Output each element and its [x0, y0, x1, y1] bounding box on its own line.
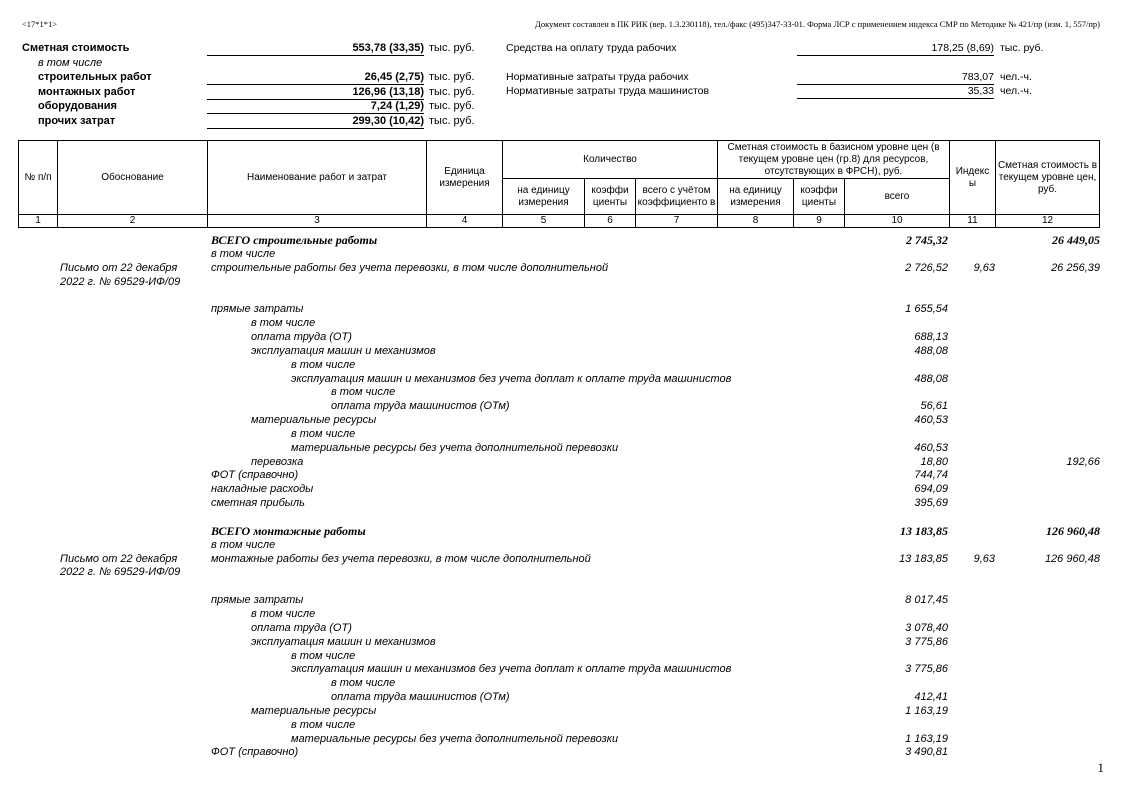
row-name: эксплуатация машин и механизмов [251, 635, 436, 648]
table-row [0, 468, 1122, 482]
row-name: строительные работы без учета перевозки, в том числе дополнительной [211, 261, 609, 274]
table-row [0, 635, 1122, 649]
row-name: в том числе [211, 538, 276, 551]
row-value-c10: 460,53 [914, 414, 948, 427]
column-number: 5 [503, 215, 585, 228]
row-value-c12: 26 449,05 [1052, 233, 1100, 247]
row-name: ВСЕГО монтажные работы [211, 523, 366, 538]
row-value-c10: 395,69 [914, 497, 948, 510]
row-name: в том числе [251, 317, 316, 330]
column-number: 10 [845, 215, 950, 228]
table-row [0, 690, 1122, 704]
row-name: эксплуатация машин и механизмов без учета доплат к оплате труда машинистов [291, 372, 732, 385]
table-row [0, 358, 1122, 372]
summary-right-label: Нормативные затраты труда рабочих [506, 71, 689, 83]
page-number: 1 [1097, 760, 1104, 775]
table-row [0, 662, 1122, 676]
summary-value: 553,78 (33,35) [207, 42, 424, 56]
summary-label: строительных работ [38, 71, 152, 83]
row-name: в том числе [331, 677, 396, 690]
row-value-c10: 56,61 [920, 400, 948, 413]
row-basis: Письмо от 22 декабря [60, 552, 178, 565]
header-basis: Обоснование [58, 141, 208, 215]
table-row [0, 372, 1122, 386]
table-row [0, 579, 1122, 593]
column-number: 7 [636, 215, 718, 228]
row-name: накладные расходы [211, 483, 314, 496]
header-quantity: Количество [503, 141, 718, 179]
row-value-c10: 3 775,86 [905, 663, 948, 676]
summary-right-value: 783,07 [797, 71, 994, 85]
header-cost-base: Сметная стоимость в базисном уровне цен (в текущем уровне цен (гр.8) для ресурсов, отсутствующих в ФРСН), руб. [718, 141, 950, 179]
table-row [0, 621, 1122, 635]
document-code: <17*1*1> [22, 19, 58, 29]
row-value-c10: 460,53 [914, 441, 948, 454]
summary-right-unit: тыс. руб. [1000, 42, 1044, 54]
table-row [0, 302, 1122, 316]
table-row [0, 247, 1122, 261]
summary-label: прочих затрат [38, 114, 116, 127]
column-number: 1 [19, 215, 58, 228]
software-note: Документ составлен в ПК РИК (вер. 1.3.230118), тел./факс (495)347-33-01. Форма ЛСР с применением индекса СМР по Методике № 421/пр (изм. 1, 557/пр) [535, 19, 1100, 29]
row-name: монтажные работы без учета перевозки, в том числе дополнительной [211, 552, 591, 565]
column-number: 9 [794, 215, 845, 228]
header-qty-per-unit: на единицу измерения [503, 179, 585, 215]
summary-label: Сметная стоимость [22, 42, 130, 54]
row-name: материальные ресурсы [251, 704, 377, 717]
row-name: сметная прибыль [211, 497, 305, 510]
column-number: 3 [208, 215, 427, 228]
row-value-c10: 13 183,85 [900, 523, 948, 538]
row-name: в том числе [291, 718, 356, 731]
row-name: ФОТ (справочно) [211, 746, 299, 759]
row-value-c11: 9,63 [973, 261, 995, 274]
header-num: № п/п [19, 141, 58, 215]
column-number: 2 [58, 215, 208, 228]
summary-label: монтажных работ [38, 85, 136, 98]
row-value-c10: 2 745,32 [906, 233, 948, 247]
summary-right-value: 35,33 [797, 85, 994, 99]
row-name: оплата труда (ОТ) [251, 621, 352, 634]
row-name: ФОТ (справочно) [211, 469, 299, 482]
row-value-c12: 126 960,48 [1044, 552, 1100, 565]
column-number: 8 [718, 215, 794, 228]
column-numbers-row [19, 215, 1100, 228]
row-value-c10: 1 163,19 [905, 732, 948, 745]
table-row [0, 565, 1122, 579]
summary-right-label: Нормативные затраты труда машинистов [506, 85, 710, 97]
table-row [0, 330, 1122, 344]
row-name: в том числе [211, 247, 276, 260]
table-row [0, 261, 1122, 275]
header-cost-per-unit: на единицу измерения [718, 179, 794, 215]
table-row [0, 524, 1122, 538]
table-row [0, 482, 1122, 496]
row-name: оплата труда машинистов (ОТм) [331, 400, 510, 413]
summary-value: 299,30 (10,42) [207, 115, 424, 129]
table-row [0, 455, 1122, 469]
row-value-c12: 126 960,48 [1046, 523, 1100, 538]
table-row [0, 399, 1122, 413]
row-name: ВСЕГО строительные работы [211, 233, 378, 247]
row-name: материальные ресурсы без учета дополнительной перевозки [291, 441, 619, 454]
row-name: эксплуатация машин и механизмов без учета доплат к оплате труда машинистов [291, 663, 732, 676]
table-row [0, 538, 1122, 552]
table-row [0, 316, 1122, 330]
summary-unit: тыс. руб. [429, 85, 475, 98]
table-row [0, 441, 1122, 455]
summary-right-value: 178,25 (8,69) [797, 42, 994, 56]
summary-value: 26,45 (2,75) [207, 71, 424, 85]
header-qty-total: всего с учётом коэффициенто в [636, 179, 718, 215]
header-index: Индекс ы [950, 141, 996, 215]
header-qty-coef: коэффи циенты [585, 179, 636, 215]
header-current-cost: Сметная стоимость в текущем уровне цен, руб. [996, 141, 1100, 215]
row-name: оплата труда машинистов (ОТм) [331, 691, 510, 704]
row-value-c10: 412,41 [914, 691, 948, 704]
summary-unit: тыс. руб. [429, 114, 475, 127]
summary-value: 7,24 (1,29) [207, 100, 424, 114]
table-row [0, 593, 1122, 607]
table-row [0, 676, 1122, 690]
row-name: в том числе [251, 607, 316, 620]
row-value-c10: 488,08 [914, 344, 948, 357]
header-unit: Единица измерения [427, 141, 503, 215]
summary-unit: тыс. руб. [429, 71, 475, 83]
row-name: материальные ресурсы [251, 414, 377, 427]
row-basis: Письмо от 22 декабря [60, 261, 178, 274]
row-value-c10: 13 183,85 [899, 552, 948, 565]
row-value-c12: 192,66 [1066, 455, 1100, 468]
row-name: в том числе [331, 386, 396, 399]
table-row [0, 385, 1122, 399]
column-number: 4 [427, 215, 503, 228]
row-value-c10: 3 078,40 [905, 621, 948, 634]
summary-label: в том числе [38, 56, 103, 69]
row-name: материальные ресурсы без учета дополнительной перевозки [291, 732, 619, 745]
summary-right-label: Средства на оплату труда рабочих [506, 42, 677, 54]
summary-right-unit: чел.-ч. [1000, 85, 1032, 97]
table-row [0, 607, 1122, 621]
table-row [0, 732, 1122, 746]
row-name: в том числе [291, 427, 356, 440]
column-number: 11 [950, 215, 996, 228]
row-name: эксплуатация машин и механизмов [251, 344, 436, 357]
row-value-c10: 2 726,52 [905, 261, 948, 274]
table-row [0, 718, 1122, 732]
row-name: оплата труда (ОТ) [251, 330, 352, 343]
row-value-c10: 488,08 [914, 372, 948, 385]
header-cost-total: всего [845, 179, 950, 215]
row-value-c10: 694,09 [914, 483, 948, 496]
row-value-c10: 1 163,19 [905, 704, 948, 717]
summary-value: 126,96 (13,18) [207, 86, 424, 100]
table-row [0, 552, 1122, 566]
row-value-c11: 9,63 [973, 552, 995, 565]
row-name: в том числе [291, 358, 356, 371]
row-name: в том числе [291, 649, 356, 662]
row-name: прямые затраты [211, 303, 304, 316]
table-row [0, 413, 1122, 427]
header-cost-coef: коэффи циенты [794, 179, 845, 215]
table-row [0, 649, 1122, 663]
summary-right-unit: чел.-ч. [1000, 71, 1032, 83]
table-row [0, 344, 1122, 358]
row-basis: 2022 г. № 69529-ИФ/09 [60, 275, 181, 288]
row-value-c10: 688,13 [914, 330, 948, 343]
column-number: 6 [585, 215, 636, 228]
row-value-c10: 18,80 [920, 455, 948, 468]
row-value-c10: 1 655,54 [905, 303, 948, 316]
row-basis: 2022 г. № 69529-ИФ/09 [60, 566, 181, 579]
table-row [0, 704, 1122, 718]
row-value-c12: 26 256,39 [1051, 261, 1100, 274]
summary-unit: тыс. руб. [429, 42, 475, 54]
row-name: прямые затраты [211, 594, 304, 607]
row-name: перевозка [251, 455, 304, 468]
column-number: 12 [996, 215, 1100, 228]
table-row [0, 288, 1122, 302]
header-name: Наименование работ и затрат [208, 141, 427, 215]
table-row [0, 233, 1122, 247]
table-row [0, 510, 1122, 524]
row-value-c10: 3 775,86 [905, 635, 948, 648]
table-row [0, 275, 1122, 289]
row-value-c10: 3 490,81 [905, 746, 948, 759]
table-row [0, 496, 1122, 510]
summary-label: оборудования [38, 100, 117, 112]
row-value-c10: 8 017,45 [905, 594, 948, 607]
table-row [0, 427, 1122, 441]
summary-unit: тыс. руб. [429, 100, 475, 112]
estimate-table-header [18, 140, 1100, 228]
row-value-c10: 744,74 [914, 469, 948, 482]
table-row [0, 745, 1122, 759]
